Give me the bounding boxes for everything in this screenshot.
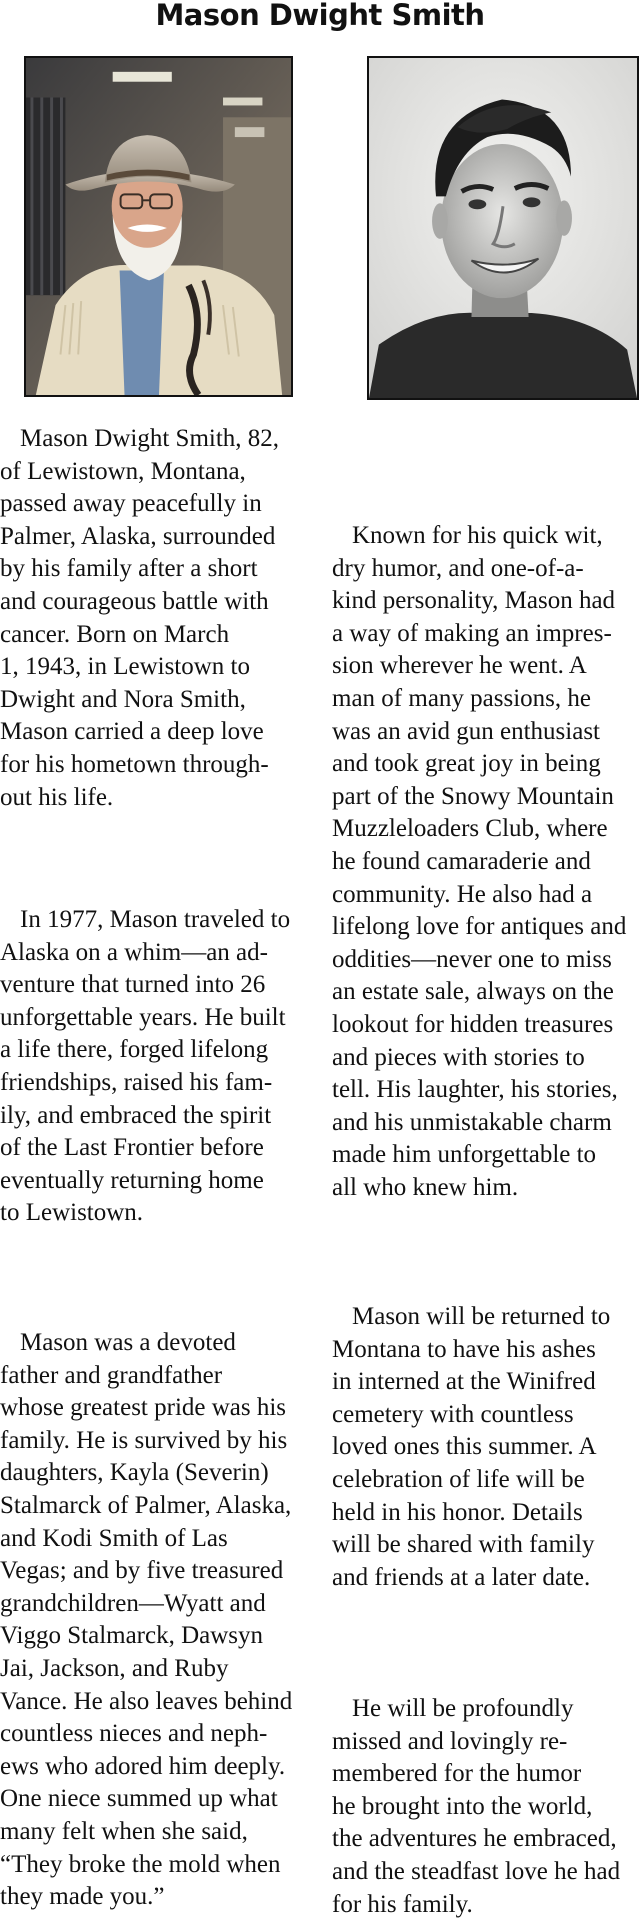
portrait-photo-older [24, 56, 293, 397]
text-line: missed and lovingly re- [332, 1727, 568, 1755]
text-line: lifelong love for antiques and [332, 913, 627, 941]
text-line: cemetery with countless [332, 1400, 574, 1428]
text-line: held in his honor. Details [332, 1498, 583, 1526]
portrait-photo-young [367, 56, 639, 400]
text-line: Known for his quick wit, [352, 522, 603, 549]
text-line: Alaska on a whim—an ad- [0, 938, 268, 966]
text-line: Palmer, Alaska, surrounded [0, 522, 276, 550]
text-line: man of many passions, he [332, 684, 591, 712]
text-line: many felt when she said, [0, 1817, 248, 1845]
text-line: Montana to have his ashes [332, 1335, 596, 1363]
text-line: he found camaraderie and [332, 847, 591, 875]
text-line: out his life. [0, 783, 114, 811]
text-line: all who knew him. [332, 1173, 519, 1201]
text-line: passed away peacefully in [0, 490, 262, 518]
text-line: he brought into the world, [332, 1792, 593, 1820]
paragraph-family [0, 1327, 312, 1914]
text-line: to Lewistown. [0, 1199, 144, 1227]
text-line: ews who adored him deeply. [0, 1752, 286, 1780]
paragraph-intro [0, 423, 312, 814]
text-line: a life there, forged lifelong [0, 1036, 269, 1064]
text-line: community. He also had a [332, 880, 593, 908]
obituary-title: Mason Dwight Smith [155, 0, 485, 32]
text-line: and courageous battle with [0, 587, 269, 615]
text-line: Vegas; and by five treasured [0, 1557, 284, 1585]
text-line: celebration of life will be [332, 1465, 585, 1493]
text-line: loved ones this summer. A [332, 1433, 597, 1461]
text-line: Mason will be returned to [352, 1303, 611, 1330]
text-line: and the steadfast love he had [332, 1857, 621, 1885]
text-line: for his hometown through- [0, 750, 269, 778]
text-line: venture that turned into 26 [0, 971, 266, 999]
text-line: will be shared with family [332, 1531, 595, 1559]
text-line: Stalmarck of Palmer, Alaska, [0, 1491, 292, 1519]
text-line: friendships, raised his fam- [0, 1068, 273, 1096]
text-line: part of the Snowy Mountain [332, 782, 614, 810]
text-line: He will be profoundly [352, 1695, 574, 1722]
text-line: Mason carried a deep love [0, 718, 264, 746]
text-line: an estate sale, always on the [332, 978, 614, 1006]
text-line: cancer. Born on March [0, 620, 230, 648]
text-line: and his unmistakable charm [332, 1108, 612, 1136]
portrait-older-image [26, 58, 291, 395]
text-line: lookout for hidden treasures [332, 1010, 614, 1038]
portrait-young-image [369, 58, 637, 398]
text-line: for his family. [332, 1890, 473, 1918]
paragraph-arrangements [332, 1301, 638, 1594]
text-line: and Kodi Smith of Las [0, 1524, 228, 1552]
text-line: and friends at a later date. [332, 1563, 591, 1591]
paragraph-personality [332, 520, 638, 1204]
text-line: 1, 1943, in Lewistown to [0, 653, 250, 681]
text-line: dry humor, and one-of-a- [332, 554, 584, 582]
text-line: Viggo Stalmarck, Dawsyn [0, 1622, 264, 1650]
text-line: they made you.” [0, 1883, 165, 1911]
paragraph-alaska [0, 904, 312, 1230]
text-line: the adventures he embraced, [332, 1825, 617, 1853]
text-line: Mason was a devoted [20, 1329, 236, 1356]
text-line: membered for the humor [332, 1760, 582, 1788]
text-line: whose greatest pride was his [0, 1394, 287, 1422]
text-line: Jai, Jackson, and Ruby [0, 1654, 229, 1682]
text-line: sion wherever he went. A [332, 652, 587, 680]
text-line: family. He is survived by his [0, 1426, 288, 1454]
text-line: unforgettable years. He built [0, 1003, 286, 1031]
text-line: in interned at the Winifred [332, 1368, 596, 1396]
text-line: One niece summed up what [0, 1785, 278, 1813]
text-line: kind personality, Mason had [332, 587, 616, 615]
text-line: grandchildren—Wyatt and [0, 1589, 266, 1617]
text-line: Mason Dwight Smith, 82, [20, 425, 280, 452]
text-line: Vance. He also leaves behind [0, 1687, 293, 1715]
paragraph-remembrance [332, 1693, 638, 1921]
text-line: oddities—never one to miss [332, 945, 612, 973]
text-line: father and grandfather [0, 1361, 223, 1389]
text-line: of the Last Frontier before [0, 1134, 264, 1162]
text-line: Dwight and Nora Smith, [0, 685, 246, 713]
text-line: eventually returning home [0, 1166, 264, 1194]
text-line: by his family after a short [0, 555, 258, 583]
text-line: made him unforgettable to [332, 1141, 597, 1169]
text-line: and took great joy in being [332, 750, 601, 778]
text-line: Muzzleloaders Club, where [332, 815, 608, 843]
text-line: tell. His laughter, his stories, [332, 1076, 618, 1104]
text-line: In 1977, Mason traveled to [20, 906, 291, 933]
text-line: of Lewistown, Montana, [0, 457, 246, 485]
text-line: “They broke the mold when [0, 1850, 281, 1878]
text-line: ily, and embraced the spirit [0, 1101, 272, 1129]
text-line: daughters, Kayla (Severin) [0, 1459, 269, 1487]
text-line: and pieces with stories to [332, 1043, 585, 1071]
text-line: was an avid gun enthusiast [332, 717, 601, 745]
text-line: countless nieces and neph- [0, 1720, 268, 1748]
text-line: a way of making an impres- [332, 619, 612, 647]
